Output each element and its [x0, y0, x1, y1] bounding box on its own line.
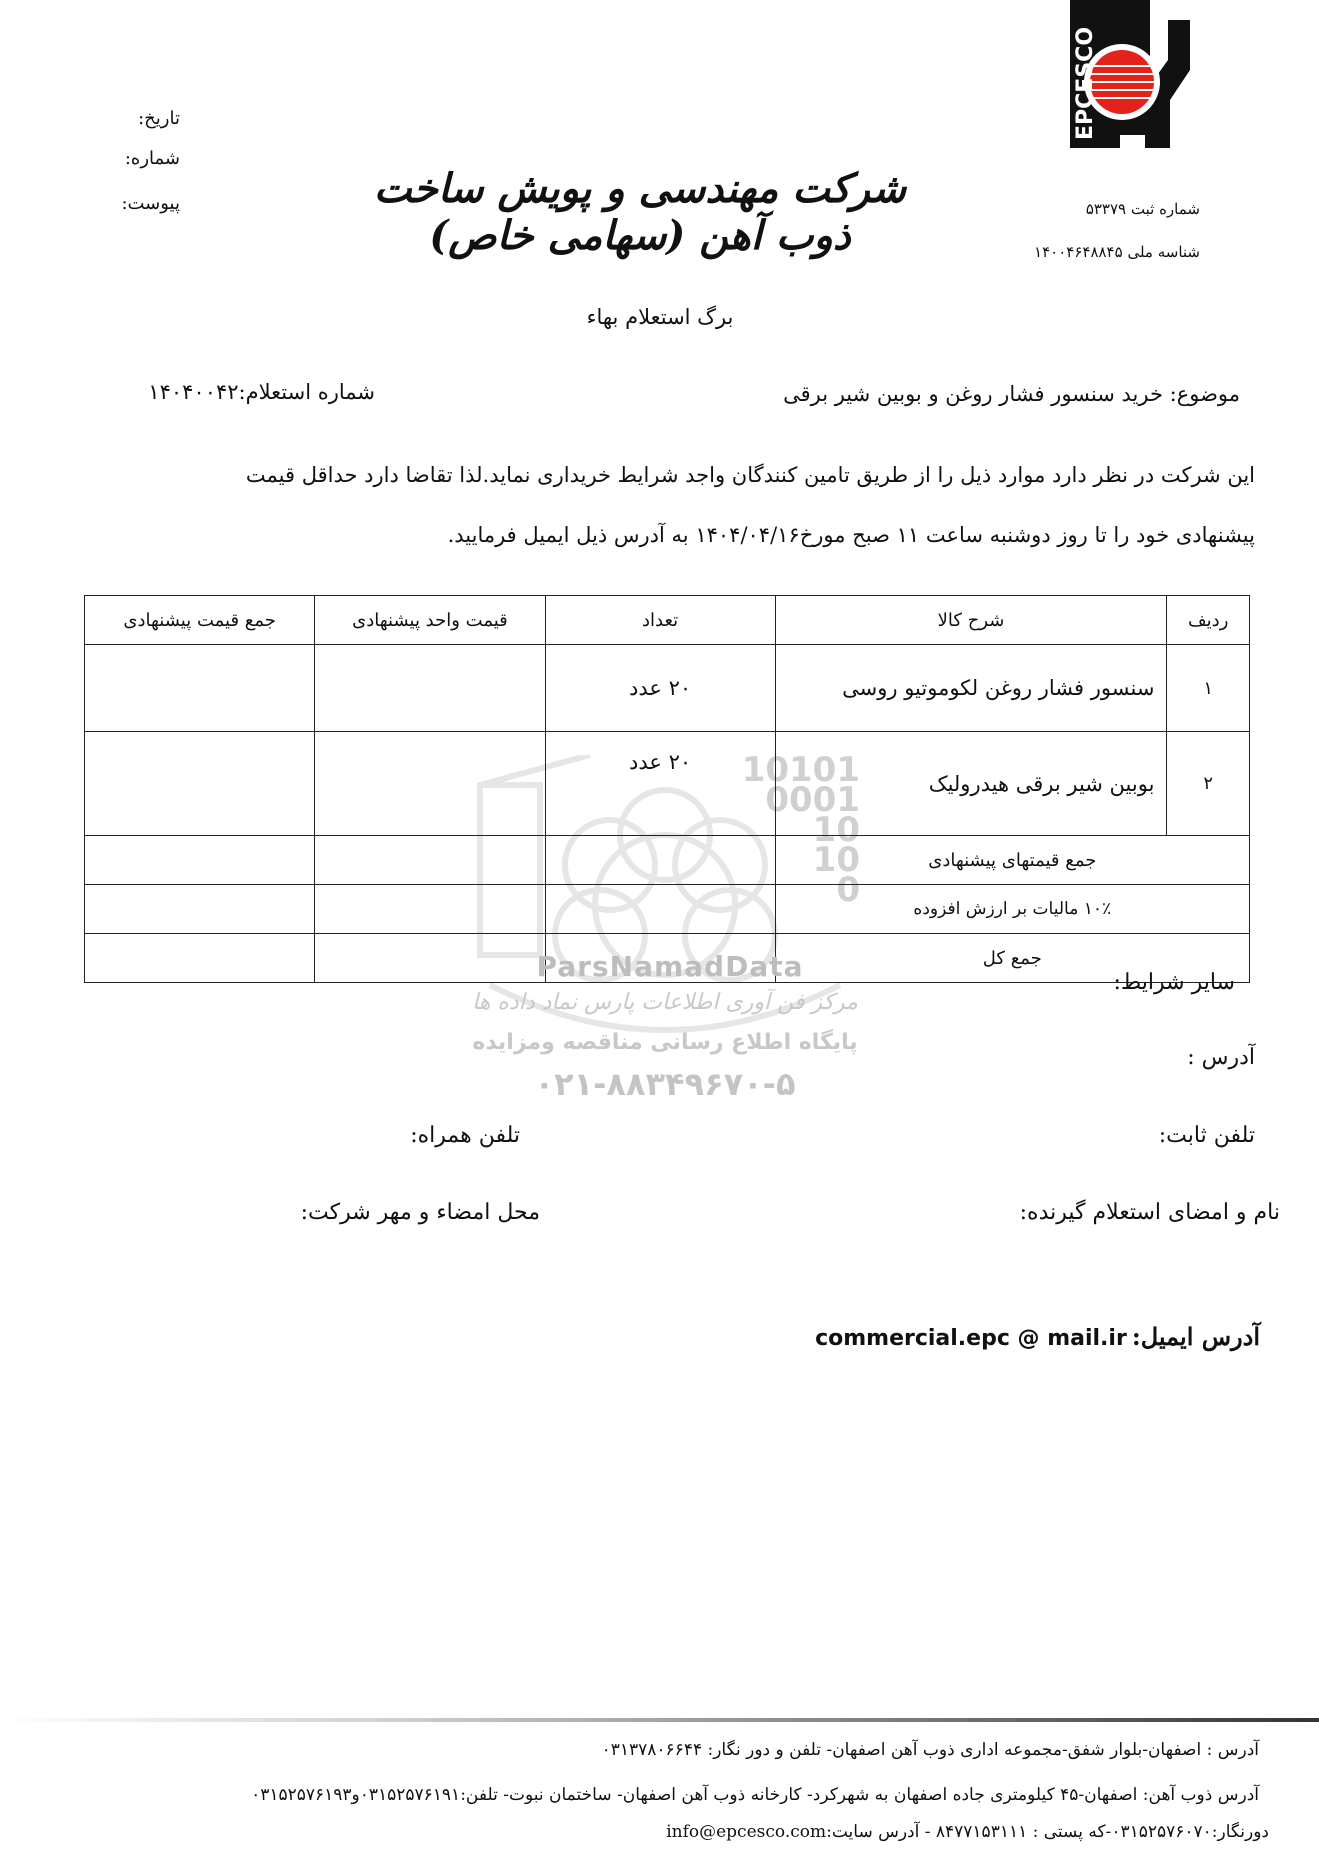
- vat-row: [85, 885, 1250, 934]
- watermark-line-1: مرکز فن آوری اطلاعات پارس نماد داده ها: [472, 990, 858, 1015]
- vat-total-cell[interactable]: [85, 885, 315, 934]
- item-description: سنسور فشار روغن لکوموتیو روسی: [775, 645, 1167, 732]
- unit-price-cell[interactable]: [315, 645, 545, 732]
- sum-total-cell[interactable]: [85, 836, 315, 885]
- subject-line: موضوع: خرید سنسور فشار روغن و بوبین شیر برقی: [783, 382, 1240, 406]
- vat-qty-cell: [545, 885, 775, 934]
- items-table: [84, 595, 1250, 983]
- attachment-label: پیوست:: [121, 193, 180, 214]
- sum-qty-cell: [545, 836, 775, 885]
- mobile-label: تلفن همراه:: [410, 1123, 520, 1148]
- company-seal-label: محل امضاء و مهر شرکت:: [300, 1200, 540, 1225]
- unit-price-cell[interactable]: [315, 732, 545, 836]
- watermark-phone: ۰۲۱-۸۸۳۴۹۶۷۰-۵: [534, 1065, 796, 1103]
- sum-label: جمع قیمتهای پیشنهادی: [775, 836, 1249, 885]
- inquiry-number: شماره استعلام:۱۴۰۴۰۰۴۲: [148, 380, 375, 404]
- col-unit-price-header: قیمت واحد پیشنهادی: [315, 596, 545, 645]
- total-price-cell[interactable]: [85, 732, 315, 836]
- epcesco-logo: [1050, 0, 1200, 150]
- row-number: ۲: [1167, 732, 1250, 836]
- sum-row: [85, 836, 1250, 885]
- intro-line-2: پیشنهادی خود را تا روز دوشنبه ساعت ۱۱ صبح مورخ۱۴۰۴/۰۴/۱۶ به آدرس ذیل ایمیل فرمایید.: [447, 523, 1255, 547]
- grand-total-cell[interactable]: [85, 934, 315, 983]
- vat-label: ۱۰٪ مالیات بر ارزش افزوده: [775, 885, 1249, 934]
- document-title: برگ استعلام بهاء: [586, 305, 734, 329]
- col-qty-header: تعداد: [545, 596, 775, 645]
- watermark-digits: 10101 0001 10 10 0: [741, 750, 860, 910]
- row-number: ۱: [1167, 645, 1250, 732]
- email-label: آدرس ایمیل:: [1131, 1322, 1260, 1351]
- registration-number: شماره ثبت ۵۳۳۷۹: [1085, 200, 1200, 218]
- item-quantity: ۲۰ عدد: [545, 645, 775, 732]
- grand-total-label: جمع کل: [775, 934, 1249, 983]
- other-terms-label: سایر شرایط:: [1113, 970, 1235, 995]
- col-total-header: جمع قیمت پیشنهادی: [85, 596, 315, 645]
- number-label: شماره:: [124, 148, 180, 169]
- sum-unit-cell[interactable]: [315, 836, 545, 885]
- logo-text: EPCESCO: [1073, 26, 1098, 140]
- vat-unit-cell[interactable]: [315, 885, 545, 934]
- footer-plant-address: آدرس ذوب آهن: اصفهان-۴۵ کیلومتری جاده اصفهان به شهرکرد- کارخانه ذوب آهن اصفهان- ساختمان نبوت- تلفن:۰۳۱۵۲۵۷۶۱۹۱و۰۳۱۵۲۵۷۶۱۹۳: [251, 1785, 1259, 1805]
- item-quantity: ۲۰ عدد: [545, 732, 775, 836]
- table-header-row: [85, 596, 1250, 645]
- address-label: آدرس :: [1187, 1045, 1255, 1070]
- total-price-cell[interactable]: [85, 645, 315, 732]
- footer-divider: [0, 1718, 1319, 1722]
- col-desc-header: شرح کالا: [775, 596, 1167, 645]
- watermark-brand: ParsNamadData: [536, 950, 804, 983]
- watermark-line-2: پایگاه اطلاع رسانی مناقصه ومزایده: [472, 1030, 858, 1055]
- item-description: بوبین شیر برقی هیدرولیک: [775, 732, 1167, 836]
- company-name: شرکت مهندسی و پویش ساخت ذوب آهن (سهامی خاص): [373, 165, 907, 259]
- recipient-signature-label: نام و امضای استعلام گیرنده:: [1019, 1200, 1280, 1225]
- landline-label: تلفن ثابت:: [1158, 1123, 1255, 1148]
- table-row: [85, 732, 1250, 836]
- email-row: [800, 1322, 1260, 1351]
- email-value[interactable]: commercial.epc @ mail.ir: [815, 1326, 1127, 1351]
- col-row-header: ردیف: [1167, 596, 1250, 645]
- intro-line-1: این شرکت در نظر دارد موارد ذیل را از طریق تامین کنندگان واجد شرایط خریداری نماید.لذا تقاضا دارد حداقل قیمت: [245, 463, 1255, 487]
- date-label: تاریخ:: [138, 108, 180, 129]
- footer-address: آدرس : اصفهان-بلوار شفق-مجموعه اداری ذوب آهن اصفهان- تلفن و دور نگار: ۰۳۱۳۷۸۰۶۶۴۴: [601, 1740, 1259, 1760]
- table-row: [85, 645, 1250, 732]
- national-id: شناسه ملی ۱۴۰۰۴۶۴۸۸۴۵: [1034, 243, 1200, 261]
- footer-contact: دورنگار:۰۳۱۵۲۵۷۶۰۷۰-که پستی : ۸۴۷۷۱۵۳۱۱۱ - آدرس سایت:info@epcesco.com: [666, 1822, 1269, 1842]
